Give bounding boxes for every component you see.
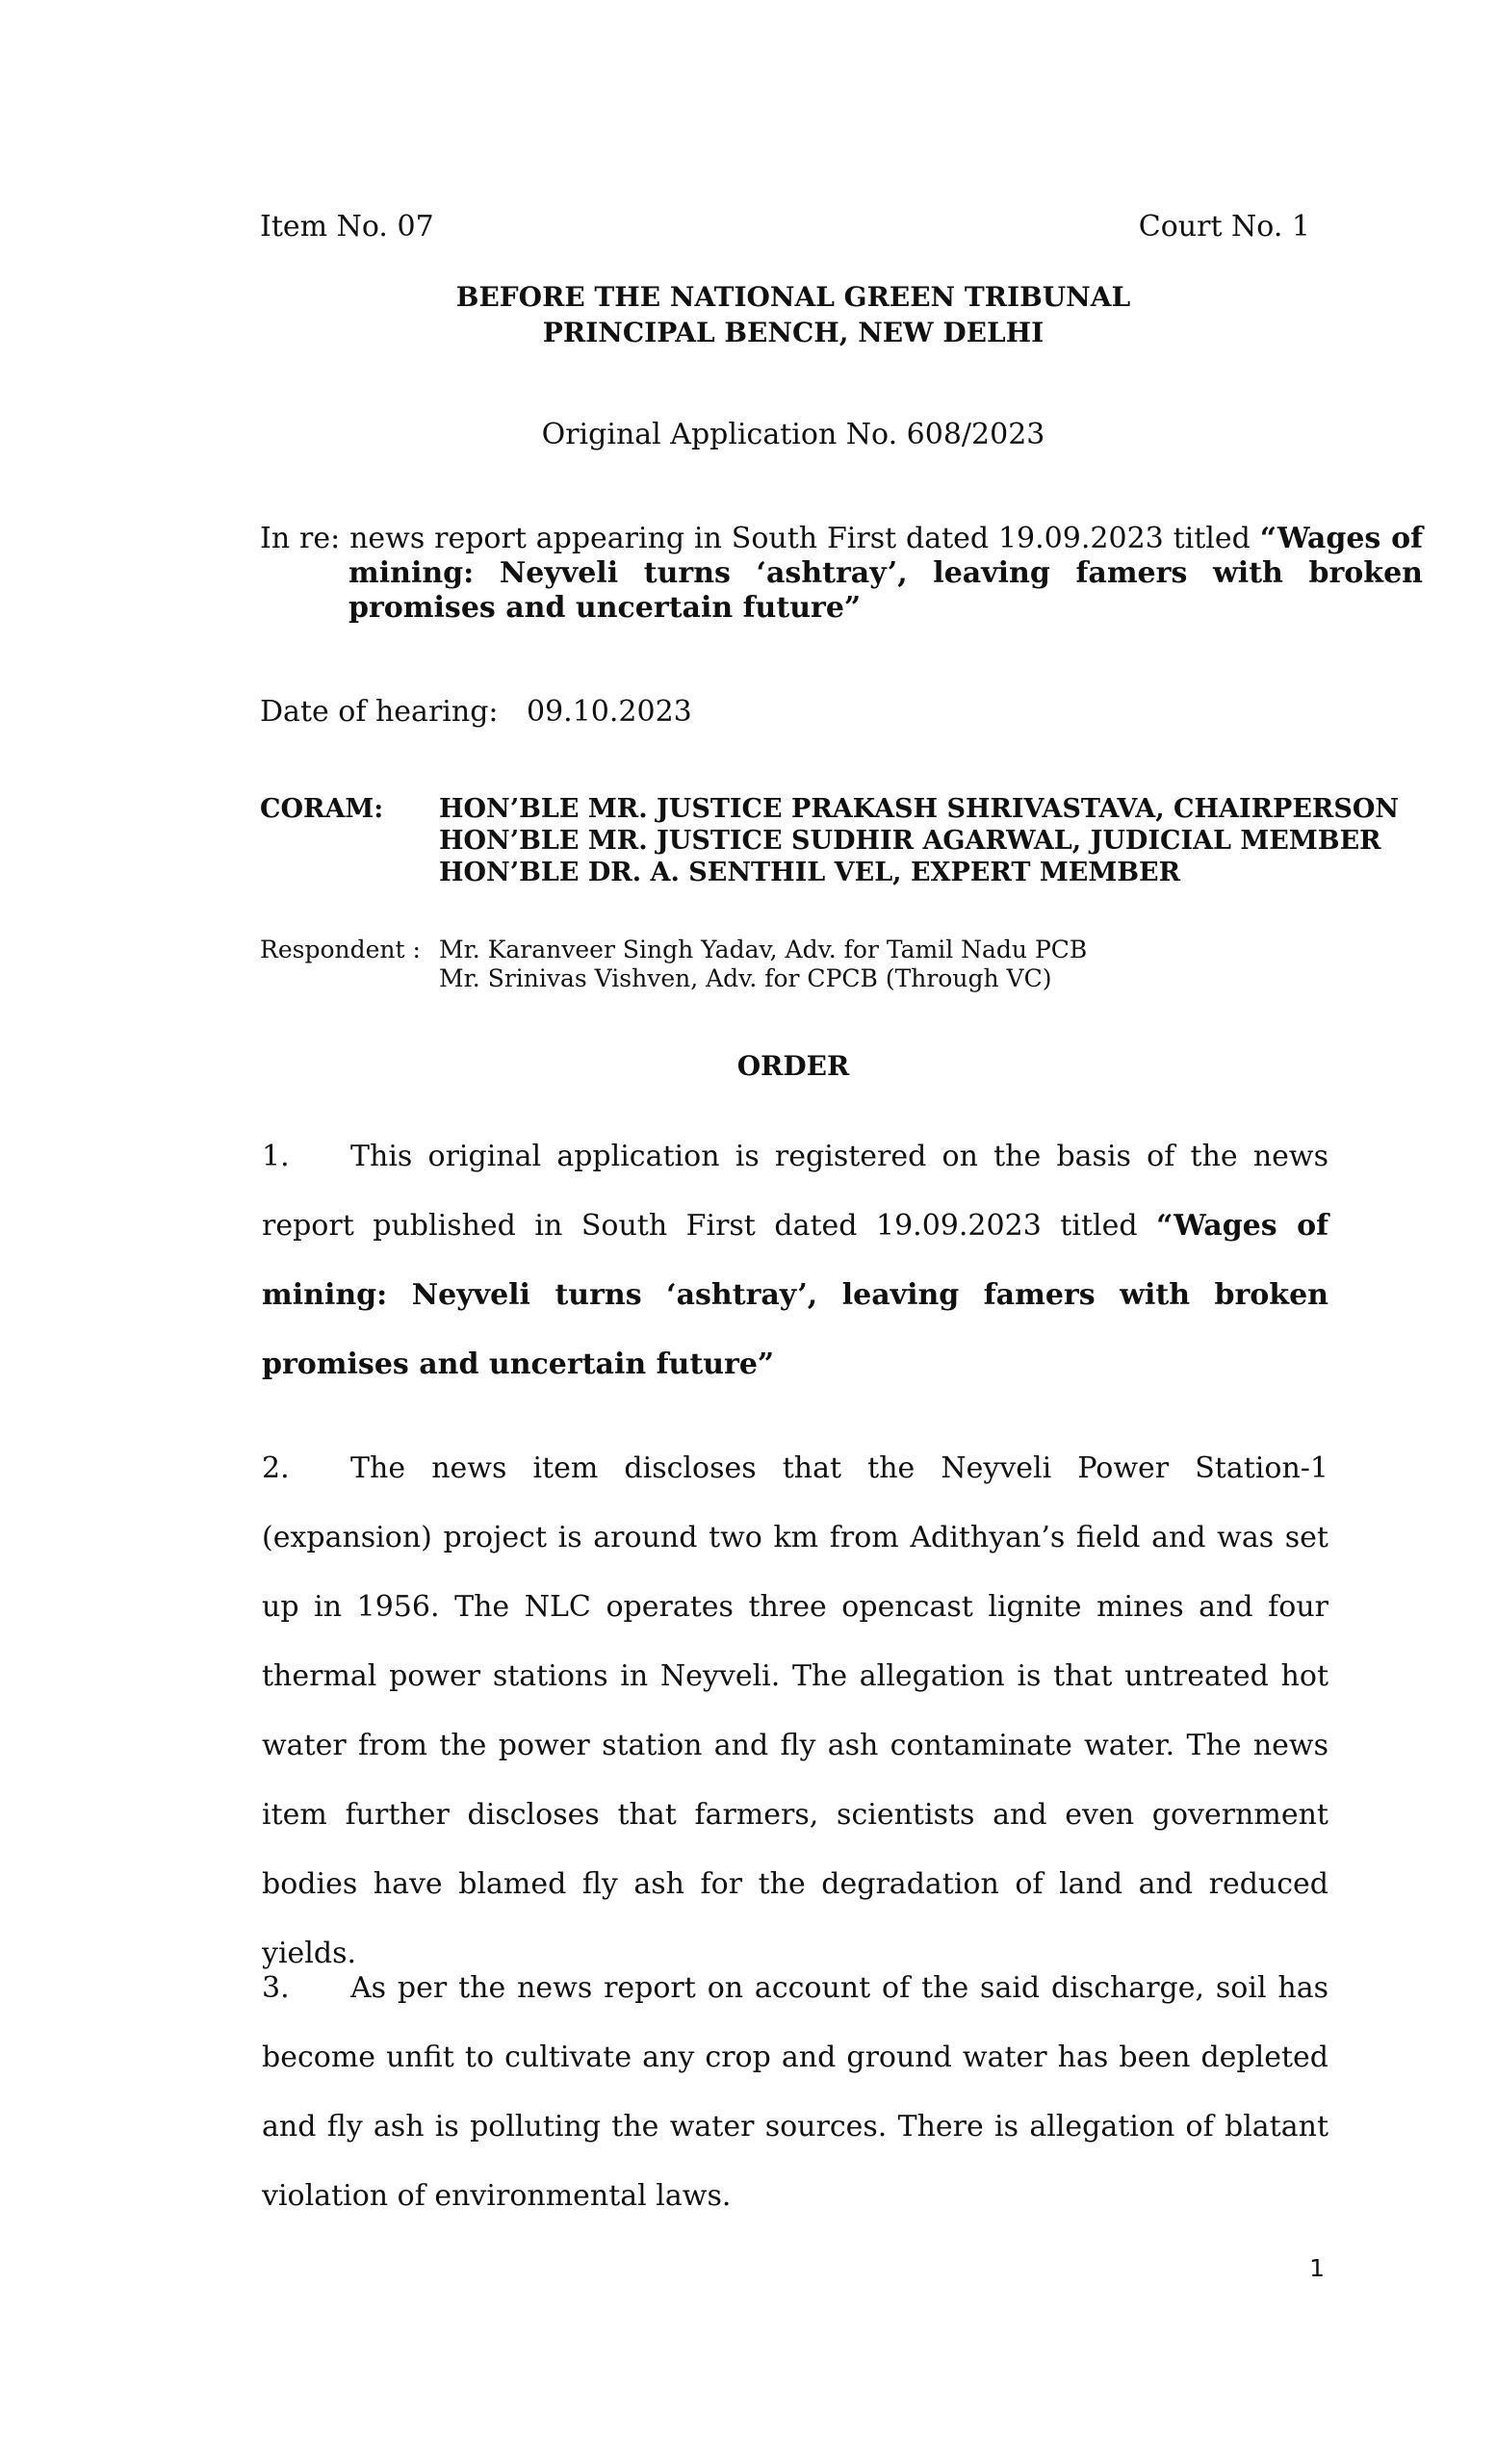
coram-member: HON’BLE MR. JUSTICE PRAKASH SHRIVASTAVA, CHAIRPERSON (439, 794, 1400, 824)
paragraph-number: 3. (262, 1971, 290, 2005)
tribunal-heading-line-1: BEFORE THE NATIONAL GREEN TRIBUNAL (455, 281, 1131, 313)
hearing-date-value: 09.10.2023 (527, 695, 692, 729)
paragraph-number: 2. (262, 1451, 290, 1485)
coram-label: CORAM: (260, 794, 384, 824)
paragraph-number: 1. (262, 1140, 290, 1173)
in-re-section (260, 522, 1423, 626)
respondent-counsel: Mr. Srinivas Vishven, Adv. for CPCB (Through VC) (439, 964, 1052, 992)
order-paragraph-1 (262, 1122, 1328, 1399)
page-number: 1 (1309, 2254, 1325, 2282)
coram-members (439, 793, 1399, 888)
in-re-prefix: In re: news report appearing in South First dated 19.09.2023 titled (260, 522, 1260, 555)
respondent-counsel-list (439, 936, 1087, 993)
paragraph-bold-title: “Wages of mining: Neyveli turns ‘ashtray’, leaving famers with broken promises and uncertain future” (262, 1209, 1328, 1381)
order-paragraph-3 (262, 1954, 1328, 2231)
coram-member: HON’BLE MR. JUSTICE SUDHIR AGARWAL, JUDICIAL MEMBER (439, 826, 1381, 856)
order-paragraph-2 (262, 1434, 1328, 1989)
coram-member: HON’BLE DR. A. SENTHIL VEL, EXPERT MEMBER (439, 858, 1181, 887)
application-number: Original Application No. 608/2023 (541, 418, 1045, 451)
tribunal-heading-line-2: PRINCIPAL BENCH, NEW DELHI (542, 317, 1045, 348)
paragraph-text: The news item discloses that the Neyveli Power Station-1 (expansion) project is around two km from Adithyan’s field and was set up in 1956. The NLC operates three opencast lignite mines and four thermal power stations in Neyveli. The allegation is that untreated hot water from the power station and fly ash contaminate water. The news item further discloses that farmers, scientists and even government bodies have blamed fly ash for the degradation of land and reduced yields. (262, 1451, 1328, 1970)
paragraph-text: This original application is registered on the basis of the news report published in South First dated 19.09.2023 titled (262, 1140, 1328, 1243)
court-number: Court No. 1 (1138, 210, 1310, 244)
item-number: Item No. 07 (260, 210, 434, 244)
order-heading: ORDER (736, 1050, 850, 1082)
in-re-title: “Wages of mining: Neyveli turns ‘ashtray’, leaving famers with broken promises and uncertain future” (348, 522, 1423, 625)
respondent-label: Respondent : (260, 936, 421, 963)
paragraph-text: As per the news report on account of the said discharge, soil has become unfit to cultivate any crop and ground water has been depleted and fly ash is polluting the water sources. There is allegation of blatant violation of environmental laws. (262, 1971, 1328, 2213)
hearing-date-label: Date of hearing: (260, 695, 499, 729)
respondent-counsel: Mr. Karanveer Singh Yadav, Adv. for Tamil Nadu PCB (439, 936, 1088, 963)
tribunal-heading (0, 279, 1496, 350)
